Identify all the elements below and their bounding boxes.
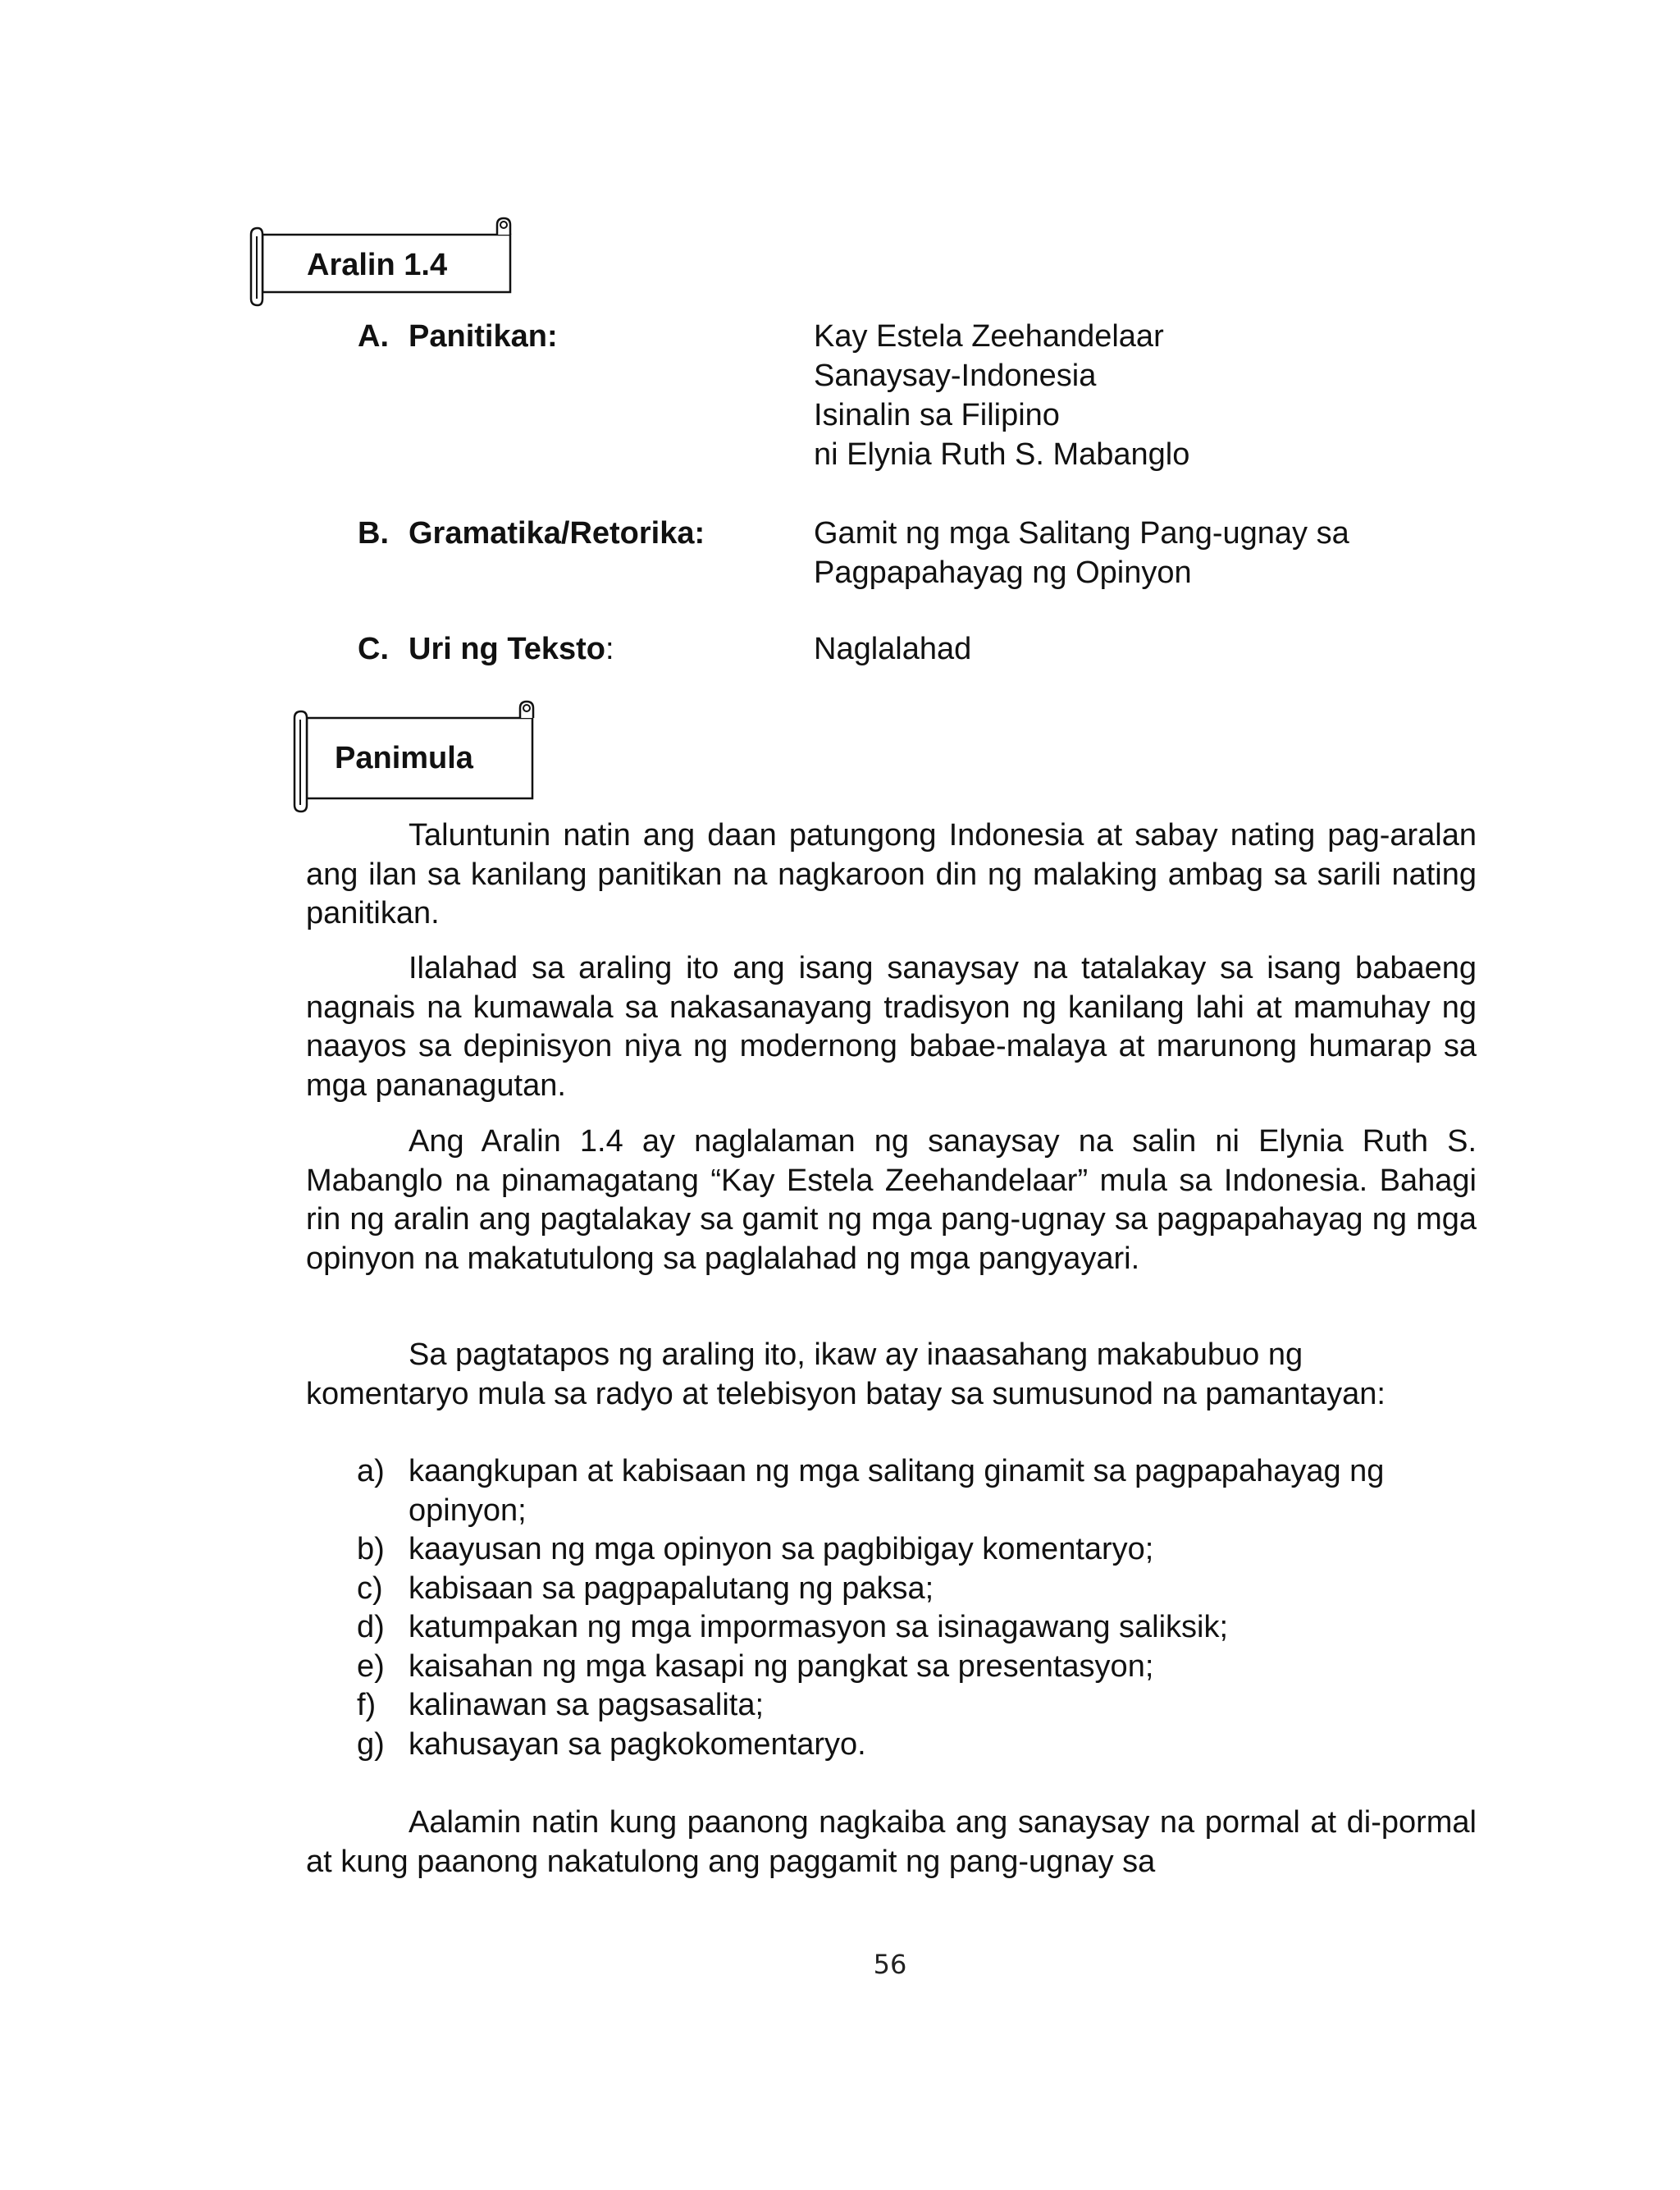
info-value: Kay Estela Zeehandelaar xyxy=(814,319,1164,354)
list-marker: c) xyxy=(357,1570,383,1606)
list-marker: d) xyxy=(357,1610,385,1644)
list-item xyxy=(357,1648,1505,1687)
info-label-colon: : xyxy=(605,632,614,666)
paragraph: Taluntunin natin ang daan patungong Indonesia at sabay nating pag-aralan ang ilan sa kanilang panitikan na nagkaroon din ng malaking ambag sa sarili nating panitikan. xyxy=(306,818,1477,930)
info-value: ni Elynia Ruth S. Mabanglo xyxy=(814,437,1190,472)
lesson-scroll-banner xyxy=(249,217,515,305)
info-values xyxy=(814,514,1349,592)
list-item-text: kaayusan ng mga opinyon sa pagbibigay komentaryo; xyxy=(409,1532,1154,1566)
lesson-title: Aralin 1.4 xyxy=(307,248,448,282)
info-value: Naglalahad xyxy=(814,632,972,666)
list-marker: b) xyxy=(357,1532,385,1566)
list-item xyxy=(357,1570,1505,1609)
list-item-text: kaisahan ng mga kasapi ng pangkat sa presentasyon; xyxy=(409,1648,1154,1684)
paragraph: Aalamin natin kung paanong nagkaiba ang sanaysay na pormal at di-pormal at kung paanong nakatulong ang paggamit ng pang-ugnay sa xyxy=(306,1805,1477,1879)
info-label xyxy=(409,629,614,669)
list-marker: e) xyxy=(357,1648,385,1684)
paragraph: Ilalahad sa araling ito ang isang sanaysay na tatalakay sa isang babaeng nagnais na kumawala sa nakasanayang tradisyon ng kanilang lahi at mamuhay ng naayos sa depinisyon niya ng modernong babae-malaya at marunong humarap sa mga pananagutan. xyxy=(306,951,1477,1103)
list-item-text: kaangkupan at kabisaan ng mga salitang ginamit sa pagpapahayag ng opinyon; xyxy=(409,1454,1385,1528)
list-item-text: kabisaan sa pagpapalutang ng paksa; xyxy=(409,1570,934,1606)
info-values xyxy=(814,317,1189,474)
list-item xyxy=(357,1726,1505,1765)
info-letter: C. xyxy=(358,632,389,666)
list-item-text: kalinawan sa pagsasalita; xyxy=(409,1688,765,1722)
list-marker: g) xyxy=(357,1726,385,1762)
list-item-text: katumpakan ng mga impormasyon sa isinagawang saliksik; xyxy=(409,1610,1229,1644)
info-value: Gamit ng mga Salitang Pang-ugnay sa xyxy=(814,516,1349,551)
intro-title: Panimula xyxy=(335,741,473,775)
list-item xyxy=(357,1686,1505,1726)
paragraph: Sa pagtatapos ng araling ito, ikaw ay inaasahang makabubuo ng komentaryo mula sa radyo at telebisyon batay sa sumusunod na pamantayan: xyxy=(306,1337,1386,1411)
list-marker: f) xyxy=(357,1688,377,1722)
criteria-list xyxy=(357,1452,1505,1764)
paragraph: Ang Aralin 1.4 ay naglalaman ng sanaysay na salin ni Elynia Ruth S. Mabanglo na pinamagatang “Kay Estela Zeehandelaar” mula sa Indonesia. Bahagi rin ng aralin ang pagtalakay sa gamit ng mga pang-ugnay sa pagpapahayag ng mga opinyon na makatutulong sa paglalahad ng mga pangyayari. xyxy=(306,1124,1477,1276)
intro-scroll-banner xyxy=(292,700,536,812)
info-values xyxy=(814,629,971,669)
info-label: Gramatika/Retorika: xyxy=(409,516,705,551)
info-value: Isinalin sa Filipino xyxy=(814,398,1060,432)
info-label-text: Uri ng Teksto xyxy=(409,632,605,666)
list-item xyxy=(357,1452,1505,1530)
list-item xyxy=(357,1530,1505,1570)
info-value: Pagpapahayag ng Opinyon xyxy=(814,556,1192,590)
page-number: 56 xyxy=(873,1949,907,1980)
info-label: Panitikan: xyxy=(409,319,558,354)
list-item xyxy=(357,1608,1505,1648)
list-marker: a) xyxy=(357,1454,385,1488)
info-letter: B. xyxy=(358,516,389,551)
list-item-text: kahusayan sa pagkokomentaryo. xyxy=(409,1726,866,1762)
info-value: Sanaysay-Indonesia xyxy=(814,359,1097,393)
info-letter: A. xyxy=(358,319,389,354)
